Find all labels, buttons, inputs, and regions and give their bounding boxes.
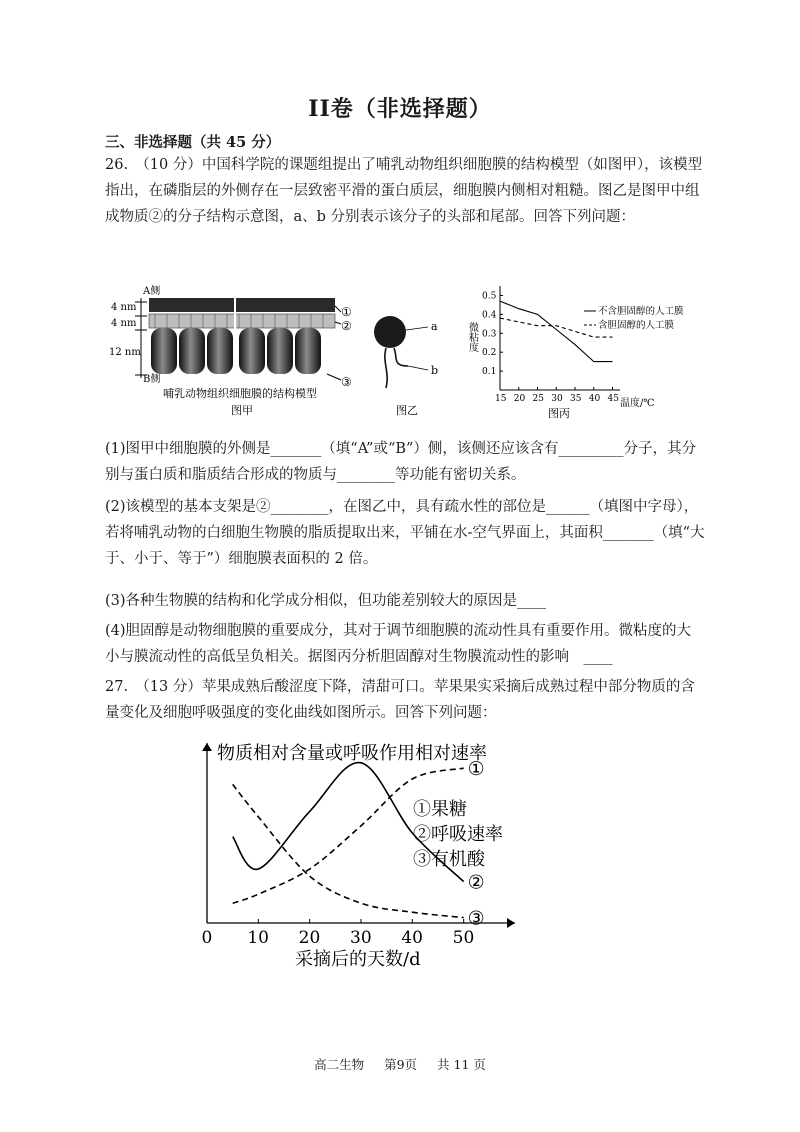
apple-chart-title: 物质相对含量或呼吸作用相对速率: [217, 743, 487, 764]
fig-b-caption: 图乙: [396, 404, 418, 417]
q26-sub1: (1)图甲中细胞膜的外侧是_______（填“A”或“B”）侧，该侧还应该含有_________分子，其分别与蛋白质和脂质结合形成的物质与________等功能有密切关系。: [105, 441, 697, 483]
fig-c-y-tick-label: 0.4: [482, 310, 497, 321]
section-heading: 三、非选择题（共 45 分）: [105, 134, 281, 151]
figure-a-membrane-model: [105, 280, 365, 420]
fig-c-y-tick-label: 0.2: [482, 348, 497, 359]
page-title: II卷（非选择题）: [308, 96, 492, 122]
phospholipid-layer: [149, 314, 335, 328]
q27-stem: 27. （13 分）苹果成熟后酸涩度下降，清甜可口。苹果果实采摘后成熟过程中部分物质的含量变化及细胞呼吸强度的变化曲线如图所示。回答下列问题：: [105, 679, 695, 721]
apple-y-axis-arrow: [202, 743, 212, 751]
protein-layer: [149, 298, 335, 312]
fig-b-label-a: a: [431, 320, 438, 333]
footer-total: 共 11 页: [437, 1057, 486, 1072]
fig-c-caption: 图丙: [548, 407, 570, 420]
fig-c-series-2: [500, 318, 613, 337]
fig-c-x-tick-label: 25: [532, 394, 544, 404]
fig-c-legend-1: 不含胆固醇的人工膜: [598, 306, 684, 317]
fig-c-ylabel: 微粘度: [466, 322, 478, 352]
footer-page: 第9页: [384, 1057, 418, 1072]
dim-4nm-mid: 4 nm: [111, 318, 137, 329]
apple-series-marker-3: ③: [467, 907, 485, 930]
page-footer: [0, 1055, 800, 1073]
fig-c-x-tick-label: 20: [513, 394, 526, 404]
figure-b-phospholipid: [368, 300, 458, 420]
fig-c-series-1: [500, 301, 613, 362]
apple-legend-item: ②呼吸速率: [413, 824, 503, 845]
fig-a-caption: 图甲: [231, 404, 253, 417]
apple-legend-item: ①果糖: [413, 799, 467, 820]
apple-ripening-chart: [185, 735, 525, 970]
apple-x-tick-label: 40: [401, 928, 423, 948]
fig-c-legend-2: 含胆固醇的人工膜: [598, 320, 675, 331]
fig-c-x-tick-label: 45: [607, 394, 619, 404]
phospholipid-head: [374, 316, 406, 348]
figure-c-viscosity-chart: [466, 278, 710, 420]
fig-a-label-2: ②: [341, 319, 352, 333]
fig-c-x-tick-label: 15: [495, 394, 507, 404]
fig-c-y-tick-label: 0.3: [482, 329, 497, 340]
apple-x-tick-label: 50: [452, 928, 475, 948]
side-b-label: B侧: [143, 374, 161, 385]
apple-x-tick-label: 30: [350, 928, 372, 948]
fig-c-xlabel: 温度/℃: [620, 398, 655, 409]
fig-a-label-3: ③: [341, 375, 352, 389]
fig-c-y-tick-label: 0.5: [482, 291, 497, 302]
q26-sub4: (4)胆固醇是动物细胞膜的重要成分，其对于调节细胞膜的流动性具有重要作用。微粘度的大小与膜流动性的高低呈负相关。据图丙分析胆固醇对生物膜流动性的影响 ____: [105, 623, 692, 665]
phospholipid-tail-2: [394, 348, 408, 366]
apple-x-tick-label: 20: [298, 928, 321, 948]
apple-x-axis-arrow: [507, 918, 515, 928]
dim-12nm: 12 nm: [109, 347, 141, 358]
phospholipid-tail-1: [385, 348, 387, 388]
fig-a-label-1: ①: [341, 305, 352, 319]
q26-sub3: (3)各种生物膜的结构和化学成分相似，但功能差别较大的原因是____: [105, 593, 547, 609]
side-a-label: A侧: [143, 286, 161, 297]
dim-4nm-top: 4 nm: [111, 302, 137, 313]
apple-series-marker-2: ②: [467, 871, 485, 894]
fig-c-x-tick-label: 30: [551, 394, 563, 404]
fig-b-label-b: b: [431, 364, 439, 377]
q26-sub2: (2)该模型的基本支架是②________，在图乙中，具有疏水性的部位是______（填图中字母），若将哺乳动物的白细胞生物膜的脂质提取出来，平铺在水-空气界面上，其面积_______（填“大于、小于、等于”）细胞膜表面积的 2 倍。: [105, 499, 705, 567]
footer-subject: 高二生物: [314, 1057, 365, 1072]
fig-c-y-tick-label: 0.1: [482, 367, 497, 378]
apple-x-tick-label: 0: [201, 928, 213, 948]
fig-c-x-tick-label: 40: [588, 394, 601, 404]
apple-series-marker-1: ①: [467, 758, 485, 781]
fig-c-x-tick-label: 35: [570, 394, 582, 404]
apple-legend-item: ③有机酸: [413, 849, 485, 870]
apple-x-label: 采摘后的天数/d: [295, 949, 421, 970]
fig-a-inner-caption: 哺乳动物组织细胞膜的结构模型: [163, 387, 317, 400]
apple-x-tick-label: 10: [247, 928, 269, 948]
q26-stem: 26. （10 分）中国科学院的课题组提出了哺乳动物组织细胞膜的结构模型（如图甲），该模型指出，在磷脂层的外侧存在一层致密平滑的蛋白质层，细胞膜内侧相对粗糙。图乙是图甲中组成物质②的分子结构示意图，a、b 分别表示该分子的头部和尾部。回答下列问题：: [105, 157, 703, 225]
